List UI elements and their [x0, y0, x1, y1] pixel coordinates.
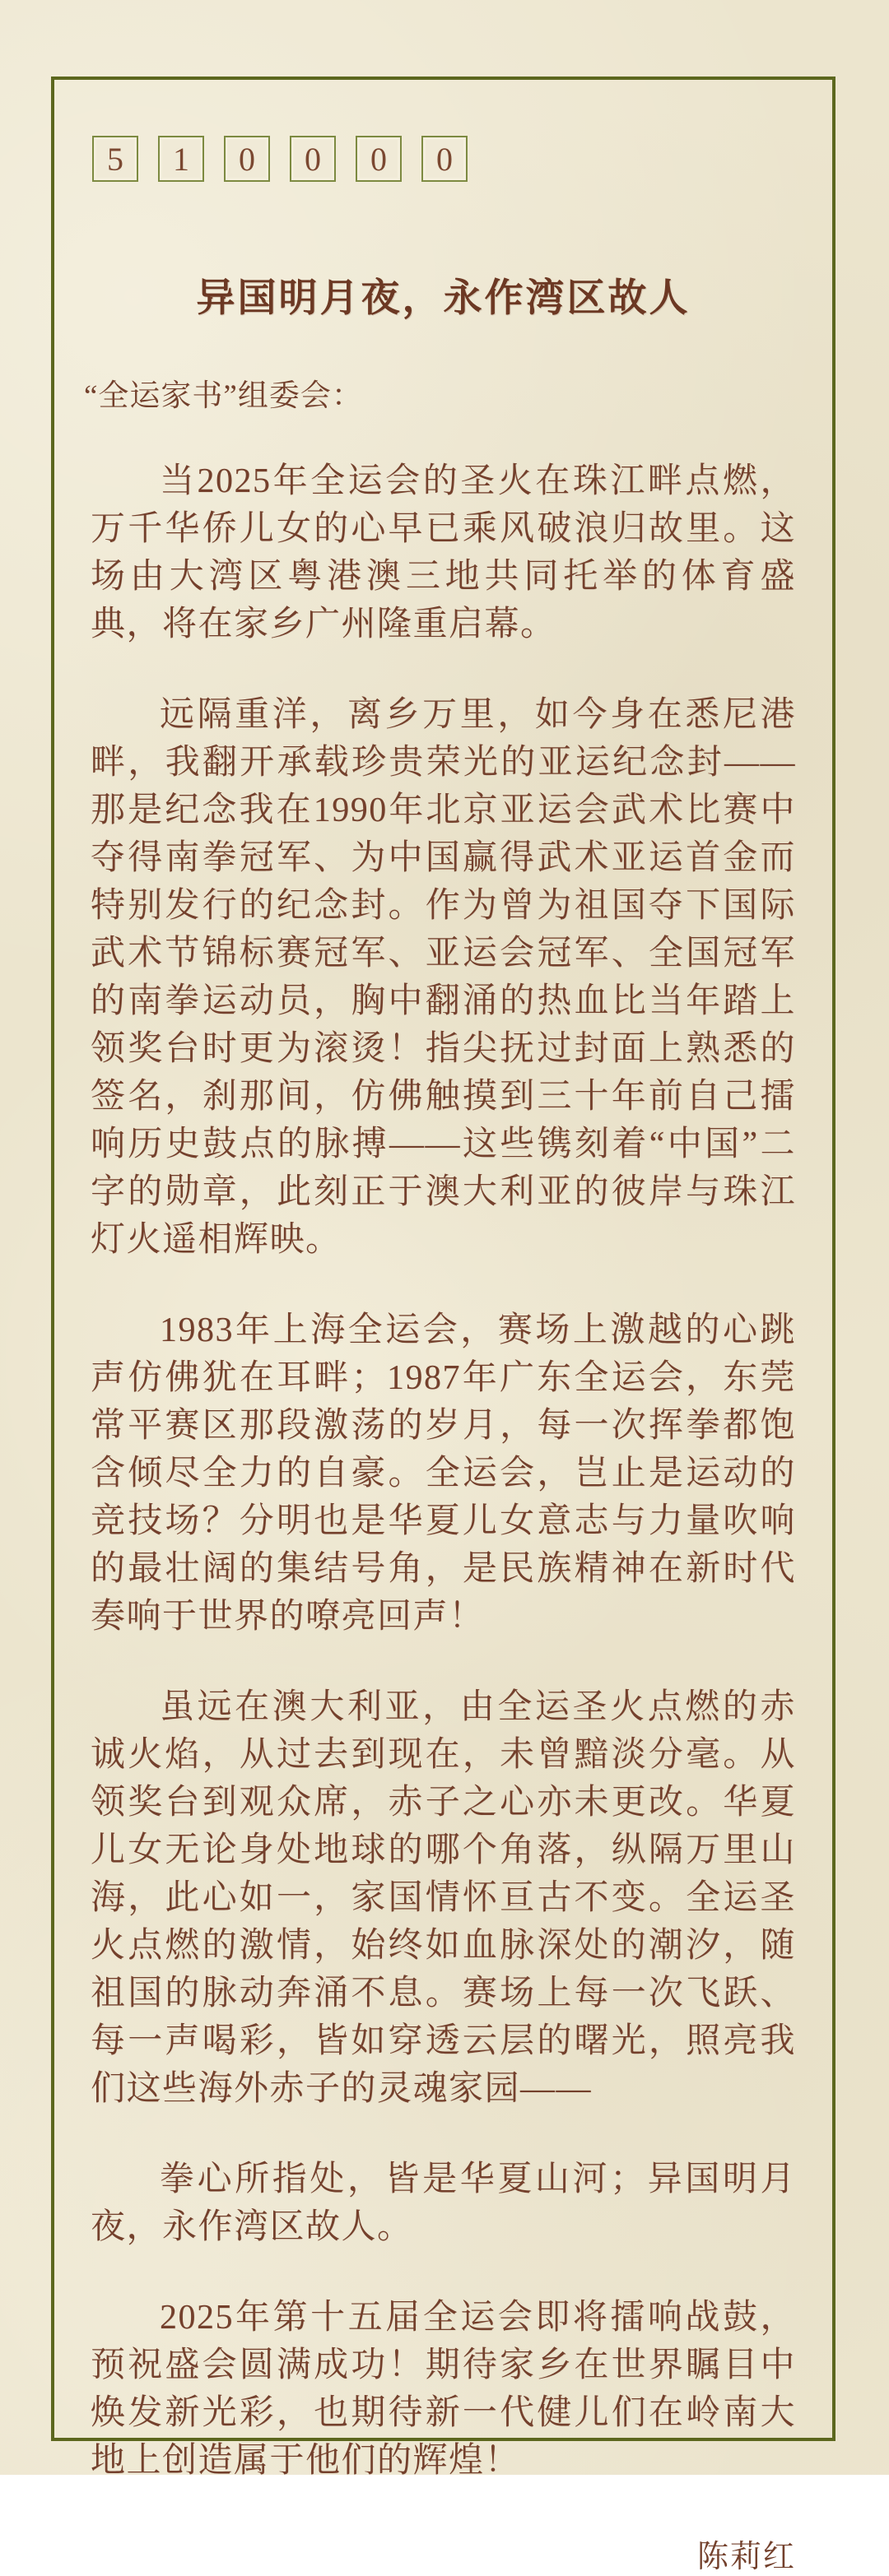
letter-paragraph: 拳心所指处，皆是华夏山河；异国明月夜，永作湾区故人。	[91, 2161, 796, 2246]
letter-signature: 陈莉红	[696, 2540, 796, 2574]
postal-digit-box: 0	[290, 136, 336, 182]
postal-digit-box: 0	[356, 136, 402, 182]
postal-digit-box: 1	[158, 136, 204, 182]
postal-digit-box: 5	[92, 136, 138, 182]
letter-paragraph: 1983年上海全运会，赛场上激越的心跳声仿佛犹在耳畔；1987年广东全运会，东莞常平赛区那段激荡的岁月，每一次挥拳都饱含倾尽全力的自豪。全运会，岂止是运动的竞技场？分明也是华夏儿女意志与力量吹响的最壮阔的集结号角，是民族精神在新时代奏响于世界的嘹亮回声！	[91, 1311, 796, 1636]
letter-paragraph: 当2025年全运会的圣火在珠江畔点燃，万千华侨儿女的心早已乘风破浪归故里。这场由大湾区粤港澳三地共同托举的体育盛典，将在家乡广州隆重启幕。	[91, 462, 796, 643]
letter-paragraph: 远隔重洋，离乡万里，如今身在悉尼港畔，我翻开承载珍贵荣光的亚运纪念封——那是纪念我在1990年北京亚运会武术比赛中夺得南拳冠军、为中国赢得武术亚运首金而特别发行的纪念封。作为曾为祖国夺下国际武术节锦标赛冠军、亚运会冠军、全国冠军的南拳运动员，胸中翻涌的热血比当年踏上领奖台时更为滚烫！指尖抚过封面上熟悉的签名，刹那间，仿佛触摸到三十年前自己擂响历史鼓点的脉搏——这些镌刻着“中国”二字的勋章，此刻正于澳大利亚的彼岸与珠江灯火遥相辉映。	[91, 696, 796, 1259]
postal-digit-box: 0	[224, 136, 270, 182]
postal-code-row	[92, 136, 796, 182]
letter-paragraph: 2025年第十五届全运会即将擂响战鼓，预祝盛会圆满成功！期待家乡在世界瞩目中焕发新光彩，也期待新一代健儿们在岭南大地上创造属于他们的辉煌！	[91, 2299, 796, 2480]
postal-digit-box: 0	[421, 136, 468, 182]
letter-paragraph: 虽远在澳大利亚，由全运圣火点燃的赤诚火焰，从过去到现在，未曾黯淡分毫。从领奖台到观众席，赤子之心亦未更改。华夏儿女无论身处地球的哪个角落，纵隔万里山海，此心如一，家国情怀亘古不变。全运圣火点燃的激情，始终如血脉深处的潮汐，随祖国的脉动奔涌不息。赛场上每一次飞跃、每一声喝彩，皆如穿透云层的曙光，照亮我们这些海外赤子的灵魂家园——	[91, 1688, 796, 2108]
letter-title: 异国明月夜，永作湾区故人	[196, 277, 691, 320]
letter-border-frame	[51, 77, 835, 2574]
letter-salutation: “全运家书”组委会：	[84, 379, 363, 413]
